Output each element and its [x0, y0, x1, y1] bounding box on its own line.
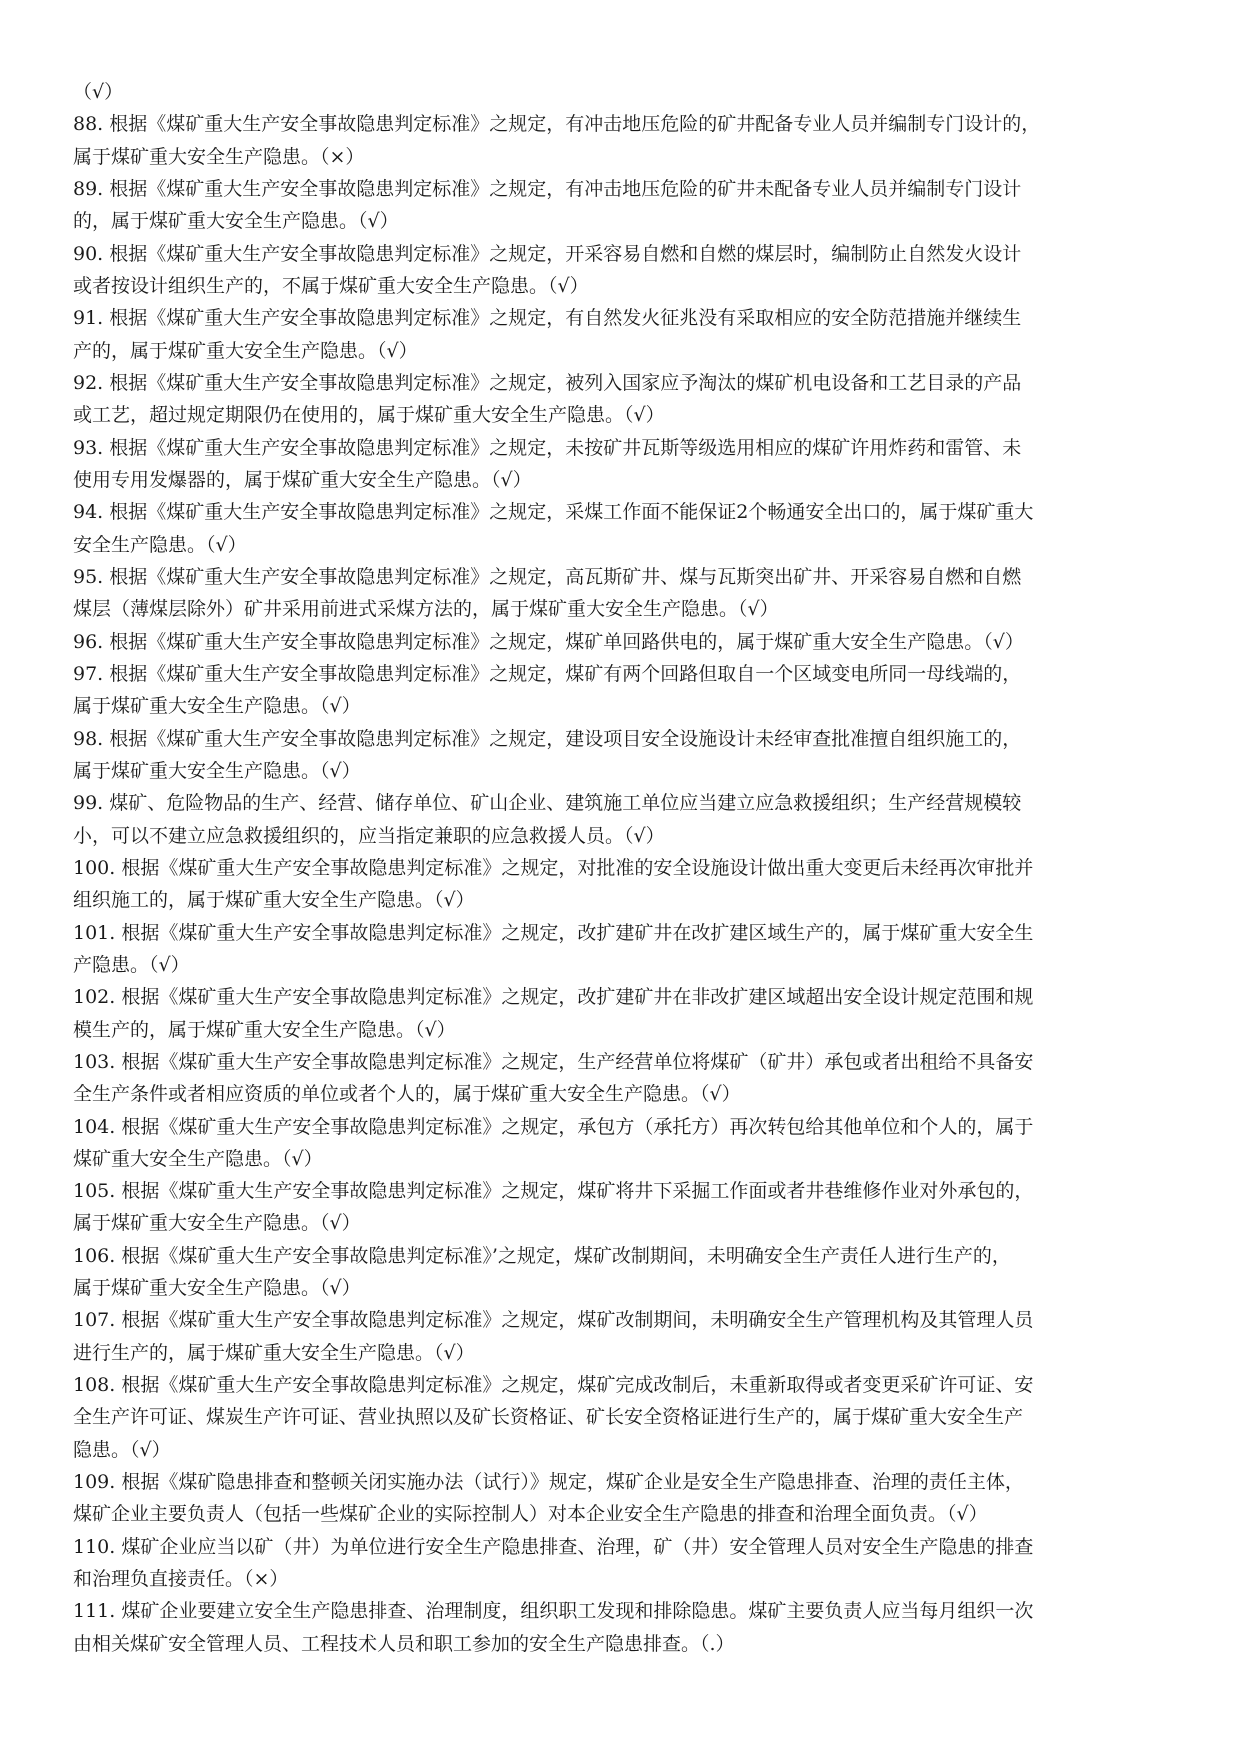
text-line: 100. 根据《煤矿重大生产安全事故隐患判定标准》之规定，对批准的安全设施设计做出重大变更后未经再次审批并	[73, 856, 1034, 879]
text-line: 产的，属于煤矿重大安全生产隐患。（√）	[73, 339, 418, 362]
text-line: 92. 根据《煤矿重大生产安全事故隐患判定标准》之规定，被列入国家应予淘汰的煤矿机电设备和工艺目录的产品	[73, 371, 1022, 394]
text-line: 属于煤矿重大安全生产隐患。（√）	[73, 695, 361, 718]
text-line: 属于煤矿重大安全生产隐患。（√）	[73, 1277, 361, 1300]
text-line: 全生产许可证、煤炭生产许可证、营业执照以及矿长资格证、矿长安全资格证进行生产的，属于煤矿重大安全生产	[73, 1406, 1024, 1429]
text-line: （√）	[73, 81, 124, 103]
text-line: 95. 根据《煤矿重大生产安全事故隐患判定标准》之规定，高瓦斯矿井、煤与瓦斯突出矿井、开采容易自燃和自燃	[73, 565, 1022, 588]
text-line: 隐患。（√）	[73, 1438, 171, 1461]
text-line: 全生产条件或者相应资质的单位或者个人的，属于煤矿重大安全生产隐患。（√）	[73, 1083, 741, 1106]
text-line: 102. 根据《煤矿重大生产安全事故隐患判定标准》之规定，改扩建矿井在非改扩建区域超出安全设计规定范围和规	[73, 986, 1034, 1009]
text-line: 90. 根据《煤矿重大生产安全事故隐患判定标准》之规定，开采容易自燃和自燃的煤层时，编制防止自然发火设计	[73, 242, 1022, 265]
text-line: 107. 根据《煤矿重大生产安全事故隐患判定标准》之规定，煤矿改制期间，未明确安全生产管理机构及其管理人员	[73, 1309, 1034, 1332]
text-line: 和治理负直接责任。（×）	[73, 1568, 289, 1591]
text-line: 108. 根据《煤矿重大生产安全事故隐患判定标准》之规定，煤矿完成改制后，未重新取得或者变更采矿许可证、安	[73, 1374, 1034, 1397]
text-line: 105. 根据《煤矿重大生产安全事故隐患判定标准》之规定，煤矿将井下采掘工作面或者井巷维修作业对外承包的，	[73, 1180, 1034, 1203]
text-line: 煤层（薄煤层除外）矿井采用前进式采煤方法的，属于煤矿重大安全生产隐患。（√）	[73, 598, 779, 621]
text-line: 属于煤矿重大安全生产隐患。（×）	[73, 145, 365, 168]
text-line: 属于煤矿重大安全生产隐患。（√）	[73, 759, 361, 782]
text-line: 104. 根据《煤矿重大生产安全事故隐患判定标准》之规定，承包方（承托方）再次转包给其他单位和个人的，属于	[73, 1115, 1034, 1138]
text-line: 煤矿企业主要负责人（包括一些煤矿企业的实际控制人）对本企业安全生产隐患的排查和治理全面负责。（√）	[73, 1503, 988, 1526]
text-line: 属于煤矿重大安全生产隐患。（√）	[73, 1212, 361, 1235]
text-line: 96. 根据《煤矿重大生产安全事故隐患判定标准》之规定，煤矿单回路供电的，属于煤矿重大安全生产隐患。（√）	[73, 630, 1024, 653]
text-line: 106. 根据《煤矿重大生产安全事故隐患判定标准》’之规定，煤矿改制期间，未明确安全生产责任人进行生产的，	[73, 1244, 1011, 1267]
text-line: 97. 根据《煤矿重大生产安全事故隐患判定标准》之规定，煤矿有两个回路但取自一个区域变电所同一母线端的，	[73, 662, 1022, 685]
text-line: 93. 根据《煤矿重大生产安全事故隐患判定标准》之规定，未按矿井瓦斯等级选用相应的煤矿许用炸药和雷管、未	[73, 436, 1022, 459]
text-line: 91. 根据《煤矿重大生产安全事故隐患判定标准》之规定，有自然发火征兆没有采取相应的安全防范措施并继续生	[73, 307, 1022, 330]
text-line: 产隐患。（√）	[73, 953, 190, 976]
text-line: 88. 根据《煤矿重大生产安全事故隐患判定标准》之规定，有冲击地压危险的矿井配备专业人员并编制专门设计的，	[73, 113, 1041, 136]
text-line: 煤矿重大安全生产隐患。（√）	[73, 1147, 323, 1170]
text-line: 109. 根据《煤矿隐患排查和整顿关闭实施办法（试行）》规定，煤矿企业是安全生产隐患排查、治理的责任主体，	[73, 1471, 1024, 1494]
text-line: 安全生产隐患。（√）	[73, 533, 247, 556]
text-line: 或工艺，超过规定期限仍在使用的，属于煤矿重大安全生产隐患。（√）	[73, 404, 665, 427]
text-line: 小，可以不建立应急救援组织的，应当指定兼职的应急救援人员。（√）	[73, 824, 665, 847]
text-line: 的，属于煤矿重大安全生产隐患。（√）	[73, 210, 399, 233]
text-line: 98. 根据《煤矿重大生产安全事故隐患判定标准》之规定，建设项目安全设施设计未经审查批准擅自组织施工的，	[73, 727, 1022, 750]
text-line: 或者按设计组织生产的，不属于煤矿重大安全生产隐患。（√）	[73, 274, 589, 297]
text-line: 110. 煤矿企业应当以矿（井）为单位进行安全生产隐患排查、治理，矿（井）安全管理人员对安全生产隐患的排查	[73, 1535, 1034, 1558]
text-line: 进行生产的，属于煤矿重大安全生产隐患。（√）	[73, 1341, 475, 1364]
text-line: 89. 根据《煤矿重大生产安全事故隐患判定标准》之规定，有冲击地压危险的矿井未配备专业人员并编制专门设计	[73, 177, 1022, 200]
document-body	[73, 76, 1178, 1660]
text-line: 使用专用发爆器的，属于煤矿重大安全生产隐患。（√）	[73, 468, 532, 491]
text-line: 94. 根据《煤矿重大生产安全事故隐患判定标准》之规定，采煤工作面不能保证2个畅通安全出口的，属于煤矿重大	[73, 501, 1034, 524]
text-line: 99. 煤矿、危险物品的生产、经营、储存单位、矿山企业、建筑施工单位应当建立应急救援组织；生产经营规模较	[73, 792, 1022, 815]
text-line: 模生产的，属于煤矿重大安全生产隐患。（√）	[73, 1018, 456, 1041]
text-line: 111. 煤矿企业要建立安全生产隐患排查、治理制度，组织职工发现和排除隐患。煤矿主要负责人应当每月组织一次	[73, 1600, 1034, 1623]
text-line: 103. 根据《煤矿重大生产安全事故隐患判定标准》之规定，生产经营单位将煤矿（矿井）承包或者出租给不具备安	[73, 1050, 1034, 1073]
text-line: 组织施工的，属于煤矿重大安全生产隐患。（√）	[73, 889, 475, 912]
text-line: 由相关煤矿安全管理人员、工程技术人员和职工参加的安全生产隐患排查。（.）	[73, 1632, 735, 1655]
text-line: 101. 根据《煤矿重大生产安全事故隐患判定标准》之规定，改扩建矿井在改扩建区域生产的，属于煤矿重大安全生	[73, 921, 1034, 944]
